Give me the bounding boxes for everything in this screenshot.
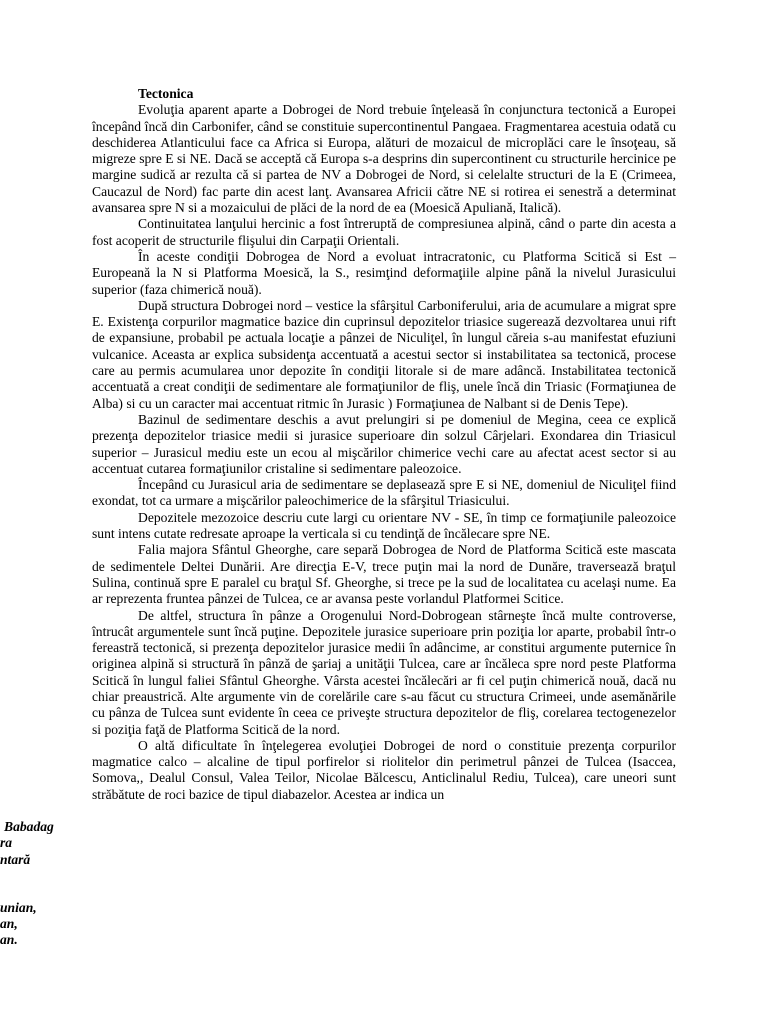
paragraph: Bazinul de sedimentare deschis a avut prelungiri si pe domeniul de Megina, ceea ce explică prezenţa depozitelor triasice medii si jurasice superioare din solzul Cârjelari. Exondarea din Triasicul superior – Jurasicul mediu este un ecou al mişcărilor chimerice vechi care au afectat acest sector si au accentuat cutarea formaţiunilor cristaline si sedimentare paleozoice. [92,411,676,476]
paragraph: O altă dificultate în înţelegerea evoluţiei Dobrogei de nord o constituie prezenţa corpurilor magmatice calco – alcaline de tipul porfirelor si riolitelor din perimetrul pânzei de Tulcea (Isaccea, Somova,, Dealul Consul, Valea Teilor, Nicolae Bălcescu, Anticlinalul Rediu, Tulcea), care uneori sunt străbătute de roci bazice de tipul diabazelor. Acestea ar indica un [92,737,676,802]
paragraph: De altfel, structura în pânze a Orogenului Nord-Dobrogean stârneşte încă multe controverse, întrucât argumentele sunt încă puţine. Depozitele jurasice superioare prin poziţia lor aparte, probabil într-o fereastră tectonică, si prezenţa depozitelor jurasice medii în adâncime, ar constitui argumente puternice în originea alpină si structură în pânză de şariaj a unităţii Tulcea, care ar încăleca spre nord peste Platforma Scitică în lungul faliei Sfântul Gheorghe. Vârsta acestei încălecări ar fi cel puţin chimerică nouă, dacă nu chiar preaustrică. Alte argumente vin de corelările care s-au făcut cu structura Crimeei, unde asemănările cu pânza de Tulcea sunt evidente în ceea ce priveşte structura depozitelor de fliş, corelarea tectogenezelor si poziţia faţă de Platforma Scitică de la nord. [92,607,676,737]
margin-note-line: ra [0,835,13,851]
document-body [92,86,676,803]
margin-note-line: ntară [0,851,31,867]
paragraph: Începând cu Jurasicul aria de sedimentare se deplasează spre E si NE, domeniul de Niculiţel fiind exondat, tot ca urmare a mişcărilor paleochimerice de la sfârşitul Triasicului. [92,477,676,509]
margin-note-line: unian, [0,899,37,915]
paragraph: Falia majora Sfântul Gheorghe, care separă Dobrogea de Nord de Platforma Scitică este mascata de sedimentele Deltei Dunării. Are direcţia E-V, trece puţin mai la nord de Dunăre, traversează braţul Sulina, continuă spre E paralel cu braţul Sf. Gheorghe, si trece pe la sud de localitatea cu acelaşi nume. Ea ar reprezenta fruntea pânzei de Tulcea, ce ar avansa peste vorlandul Platformei Scitice. [92,542,676,607]
paragraph: În aceste condiţii Dobrogea de Nord a evoluat intracratonic, cu Platforma Scitică si Est – Europeană la N si Platforma Moesică, la S., resimţind deformaţiile alpine până la nivelul Jurasicului superior (faza chimerică nouă). [92,248,676,297]
margin-note-line: an, [0,916,18,932]
paragraph: După structura Dobrogei nord – vestice la sfârşitul Carboniferului, aria de acumulare a migrat spre E. Existenţa corpurilor magmatice bazice din cuprinsul depozitelor triasice sugerează dezvoltarea unui rift de expansiune, probabil pe actuala locaţie a pânzei de Niculiţel, în lungul căreia s-au manifestat efuziuni vulcanice. Aceasta ar explica subsidenţa accentuată a acestui sector si instabilitatea sa tectonică, procese care au permis acumularea unor depozite în condiţii litorale si de mare adâncă. Instabilitatea tectonică accentuată a creat condiţii de sedimentare ale formaţiunilor de fliş, unele încă din Triasic (Formaţiunea de Alba) si cu un caracter mai accentuat ritmic în Jurasic ) Formaţiunea de Nalbant si de Denis Tepe). [92,297,676,411]
paragraph: Evoluţia aparent aparte a Dobrogei de Nord trebuie înţeleasă în conjunctura tectonică a Europei începând încă din Carbonifer, când se constituie supercontinentul Pangaea. Fragmentarea acestuia odată cu deschiderea Atlanticului face ca Africa si Europa, alături de mozaicul de microplăci care le însoţeau, să migreze spre E si NE. Dacă se acceptă că Europa s-a desprins din supercontinent cu structurile hercinice pe margine sudică ar rezulta că si partea de NV a Dobrogei de Nord, si celelalte structuri de la E (Crimeea, Caucazul de Nord) fac parte din acest lanţ. Avansarea Africii către NE si rotirea ei senestră a determinat avansarea spre N si a mozaicului de plăci de la nord de ea (Moesică Apuliană, Italică). [92,102,676,216]
paragraph: Continuitatea lanţului hercinic a fost întreruptă de compresiunea alpină, când o parte din acesta a fost acoperit de structurile flişului din Carpaţii Orientali. [92,216,676,248]
margin-note-line: an. [0,932,18,948]
paragraph: Depozitele mezozoice descriu cute largi cu orientare NV - SE, în timp ce formaţiunile paleozoice sunt intens cutate redresate aproape la verticala si cu tendinţă de încălecare spre NE. [92,509,676,542]
section-title: Tectonica [138,86,194,101]
margin-note-line: Babadag [4,819,54,834]
left-margin-note [0,819,114,949]
